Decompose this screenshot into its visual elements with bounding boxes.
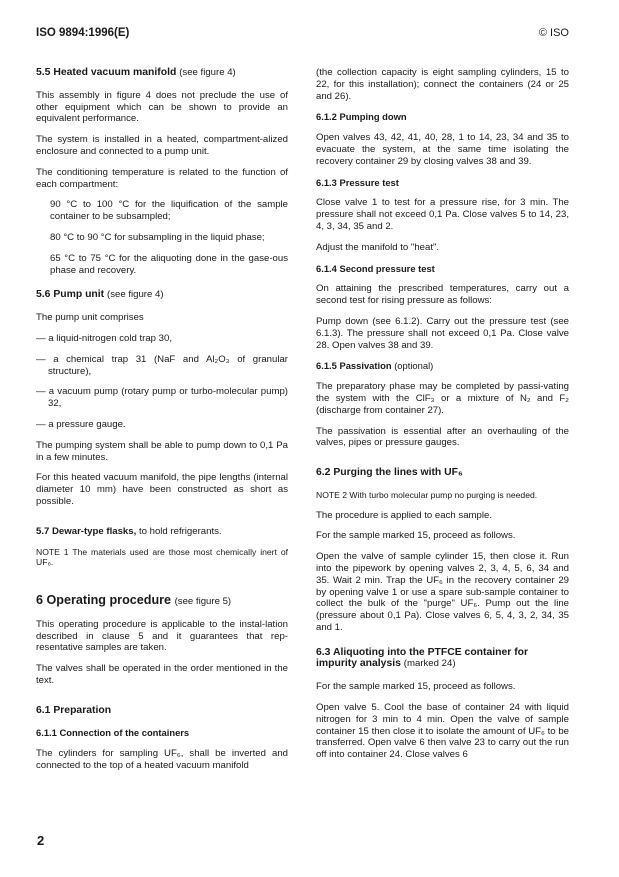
section-5-6-heading: 5.6 Pump unit (see figure 4) xyxy=(36,289,164,301)
section-6-2-heading: 6.2 Purging the lines with UF₆ xyxy=(316,467,463,479)
paragraph: The preparatory phase may be completed by passi-vating the system with the ClF₃ or a mixture of N₂ and F₂ (discharge from container 27). xyxy=(316,381,569,416)
paragraph: The pumping system shall be able to pump down to 0,1 Pa in a few minutes. xyxy=(36,439,288,463)
right-column xyxy=(316,67,569,770)
paragraph: Adjust the manifold to "heat". xyxy=(316,241,440,253)
note-1: NOTE 1 The materials used are those most chemically inert of UF₆. xyxy=(36,546,288,568)
paragraph: The passivation is essential after an overhauling of the valves, pipes or pressure gauges. xyxy=(316,425,569,449)
paragraph: Pump down (see 6.1.2). Carry out the pressure test (see 6.1.3). The pressure shall not exceed 0,1 Pa. Close valve 28. Open valves 38 and 39. xyxy=(316,315,569,351)
document-id: ISO 9894:1996(E) xyxy=(36,27,130,39)
paragraph: Open valve 5. Cool the base of container 24 with liquid nitrogen for 3 min to 4 min. Open the valve of sample container 15 then close it to isolate the amount of UF₆ to be transferred. Open valve 6 then valve 23 to carry out the run off into container 24. Close valves 6 xyxy=(316,702,569,761)
paragraph: For the sample marked 15, proceed as follows. xyxy=(316,530,516,542)
left-column xyxy=(36,67,288,781)
temperature-item: 65 °C to 75 °C for the aliquoting done in the gase-ous phase and recovery. xyxy=(50,252,288,276)
list-item: — a vacuum pump (rotary pump or turbo-molecular pump) 32, xyxy=(36,386,288,410)
paragraph: The pump unit comprises xyxy=(36,312,144,324)
paragraph: The valves shall be operated in the order mentioned in the text. xyxy=(36,663,288,686)
paragraph: For the sample marked 15, proceed as follows. xyxy=(316,681,516,693)
paragraph: The conditioning temperature is related to the function of each compartment: xyxy=(36,166,288,190)
note-2: NOTE 2 With turbo molecular pump no purging is needed. xyxy=(316,489,538,500)
paragraph: Open the valve of sample cylinder 15, then close it. Run into the pipework by opening valves 2, 3, 4, 5, 6, 34 and 35. Wait 2 min. Trap the UF₆ in the recovery container 29 by opening valve 1 or use a spare sub-sample container to collect the bulk of the "purge" UF₆. Pump out the line (pressure about 0,1 Pa). Close valves 6, 5, 4, 3, 2, 34, 35 and 1. xyxy=(316,551,569,633)
section-6-1-1-heading: 6.1.1 Connection of the containers xyxy=(36,727,190,739)
copyright-mark: © ISO xyxy=(538,27,569,39)
list-item: — a pressure gauge. xyxy=(36,418,126,430)
list-item: — a liquid-nitrogen cold trap 30, xyxy=(36,332,172,344)
paragraph: The system is installed in a heated, compartment-alized enclosure and connected to a pump unit. xyxy=(36,134,288,157)
paragraph: For this heated vacuum manifold, the pipe lengths (internal diameter 10 mm) have been constructed as short as possible. xyxy=(36,472,288,507)
paragraph: This operating procedure is applicable to the instal-lation described in clause 5 and it guarantees that rep-resentative samples are taken. xyxy=(36,618,288,654)
page-number: 2 xyxy=(37,833,45,848)
temperature-item: 80 °C to 90 °C for subsampling in the liquid phase; xyxy=(50,231,265,243)
paragraph: On attaining the prescribed temperatures, carry out a second test for rising pressure as follows: xyxy=(316,283,569,307)
section-6-heading: 6 Operating procedure (see figure 5) xyxy=(36,592,232,607)
paragraph: (the collection capacity is eight sampling cylinders, 15 to 22, for this installation); connect the containers (24 or 25 and 26). xyxy=(316,67,569,102)
paragraph: This assembly in figure 4 does not preclude the use of other equipment which can be shown to provide an equivalent performance. xyxy=(36,89,288,125)
section-6-1-5-heading: 6.1.5 Passivation (optional) xyxy=(316,360,434,372)
section-5-7-heading: 5.7 Dewar-type flasks, to hold refrigerants. xyxy=(36,525,222,537)
section-6-1-2-heading: 6.1.2 Pumping down xyxy=(316,111,407,123)
section-6-1-heading: 6.1 Preparation xyxy=(36,704,112,716)
list-item: — a chemical trap 31 (NaF and Al₂O₃ of granular structure), xyxy=(36,353,288,377)
paragraph: The procedure is applied to each sample. xyxy=(316,509,492,521)
section-6-1-4-heading: 6.1.4 Second pressure test xyxy=(316,262,435,274)
section-5-5-heading: 5.5 Heated vacuum manifold (see figure 4) xyxy=(36,67,236,78)
paragraph: Close valve 1 to test for a pressure rise, for 3 min. The pressure shall not exceed 0,1 Pa. Close valves 5 to 14, 23, 4, 3, 34, 35 and 2. xyxy=(316,197,569,232)
temperature-item: 90 °C to 100 °C for the liquification of the sample container to be subsampled; xyxy=(50,199,288,223)
section-6-1-3-heading: 6.1.3 Pressure test xyxy=(316,176,399,188)
section-6-3-heading: 6.3 Aliquoting into the PTFCE container for impurity analysis (marked 24) xyxy=(316,646,529,670)
paragraph: The cylinders for sampling UF₆, shall be inverted and connected to the top of a heated vacuum manifold xyxy=(36,748,288,772)
paragraph: Open valves 43, 42, 41, 40, 28, 1 to 14, 23, 34 and 35 to evacuate the system, at the same time isolating the recovery container 29 by closing valves 38 and 39. xyxy=(316,132,569,167)
